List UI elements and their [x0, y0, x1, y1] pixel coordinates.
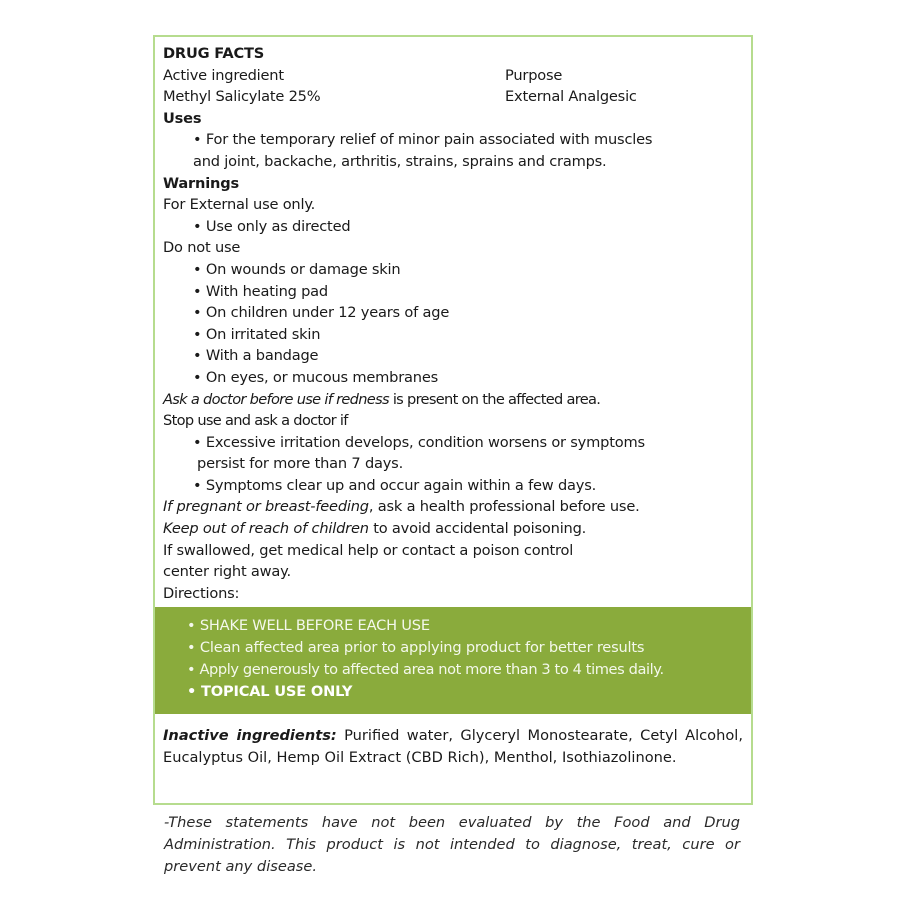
- ask-doctor-rest: is present on the affected area.: [388, 390, 601, 408]
- do-not-use-item: • On irritated skin: [193, 325, 321, 343]
- direction-item-topical: • TOPICAL USE ONLY: [187, 683, 353, 700]
- pregnant-text: [163, 496, 745, 518]
- warnings-heading: Warnings: [163, 174, 239, 192]
- do-not-use-item: • On children under 12 years of age: [193, 304, 450, 322]
- keep-out-text: [163, 518, 745, 540]
- do-not-use-item: • On wounds or damage skin: [193, 260, 401, 278]
- directions-heading: Directions:: [163, 584, 240, 602]
- uses-line: and joint, backache, arthritis, strains, sprains and cramps.: [193, 152, 607, 170]
- redness-italic: redness: [336, 390, 389, 408]
- uses-line: • For the temporary relief of minor pain associated with muscles: [193, 131, 653, 149]
- pregnant-italic: If pregnant or breast-feeding: [163, 498, 369, 516]
- purpose: External Analgesic: [505, 88, 637, 106]
- direction-item: • Clean affected area prior to applying product for better results: [187, 639, 645, 656]
- do-not-use-item: • With heating pad: [193, 282, 328, 300]
- stop-use-item-cont: persist for more than 7 days.: [197, 455, 404, 473]
- active-ingredient-header: Active ingredient: [163, 66, 284, 84]
- drug-facts-title: DRUG FACTS: [163, 45, 265, 62]
- keep-out-italic: Keep out of reach of children: [163, 520, 369, 538]
- swallowed-text: If swallowed, get medical help or contact a poison control: [163, 541, 574, 559]
- drug-facts-content: [163, 43, 745, 604]
- ask-doctor-text: [163, 389, 745, 411]
- stop-use-item: • Symptoms clear up and occur again within a few days.: [193, 476, 597, 494]
- do-not-use-item: • On eyes, or mucous membranes: [193, 368, 439, 386]
- inactive-label: Inactive ingredients:: [163, 727, 337, 744]
- uses-heading: Uses: [163, 109, 202, 127]
- ask-doctor-italic: Ask a doctor before use if: [163, 390, 337, 408]
- direction-item: • Apply generously to affected area not more than 3 to 4 times daily.: [187, 661, 664, 678]
- do-not-use-item: • With a bandage: [193, 347, 319, 365]
- fda-disclaimer: -These statements have not been evaluated by the Food and Drug Administration. This product is not intended to diagnose, treat, cure or prevent any disease.: [164, 814, 740, 875]
- directions-band: [155, 607, 751, 714]
- warning-item: • Use only as directed: [193, 217, 351, 235]
- drug-facts-panel: [153, 35, 753, 805]
- header-row: [163, 65, 745, 87]
- swallowed-text-cont: center right away.: [163, 563, 291, 581]
- active-ingredient: Methyl Salicylate 25%: [163, 88, 321, 106]
- do-not-use-heading: Do not use: [163, 239, 241, 257]
- keep-out-rest: to avoid accidental poisoning.: [368, 520, 587, 538]
- stop-use-item: • Excessive irritation develops, condition worsens or symptoms: [193, 433, 645, 451]
- inactive-ingredients: [163, 725, 743, 768]
- stop-use-heading: Stop use and ask a doctor if: [163, 412, 348, 430]
- ingredient-row: [163, 86, 745, 108]
- pregnant-rest: , ask a health professional before use.: [368, 498, 640, 516]
- external-use-text: For External use only.: [163, 196, 316, 214]
- inactive-text: Purified water, Glyceryl Monostearate, Cetyl Alcohol, Eucalyptus Oil, Hemp Oil Extract (CBD Rich), Menthol, Isothiazolinone.: [163, 727, 743, 766]
- purpose-header: Purpose: [505, 66, 563, 84]
- direction-item: • SHAKE WELL BEFORE EACH USE: [187, 617, 430, 634]
